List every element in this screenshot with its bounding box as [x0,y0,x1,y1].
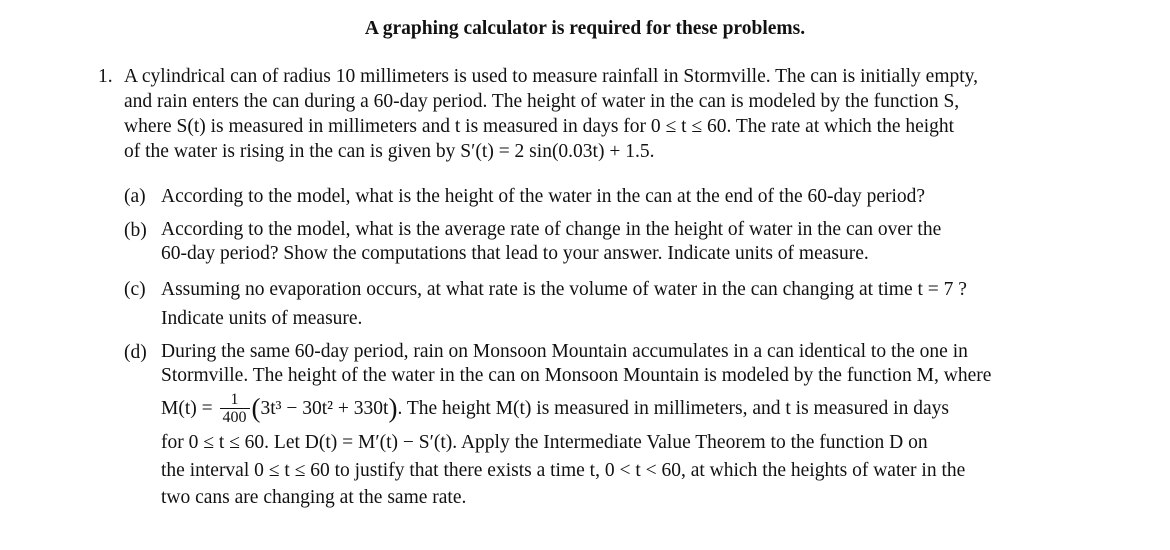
part-line: During the same 60-day period, rain on Monsoon Mountain accumulates in a can identical to the one in [161,341,968,362]
equation-rest: . The height M(t) is measured in millimeters, and t is measured in days [397,398,949,419]
stem-line: A cylindrical can of radius 10 millimeters is used to measure rainfall in Stormville. The can is initially empty, [124,66,979,87]
part-line: two cans are changing at the same rate. [161,487,467,508]
question-stem [124,64,1059,164]
fraction-denominator: 400 [222,409,247,427]
page-heading: A graphing calculator is required for these problems. [364,18,806,39]
part-body [161,340,1066,511]
stem-line: where S(t) is measured in millimeters and t is measured in days for 0 ≤ t ≤ 60. The rate at which the height [124,116,955,137]
equation-lhs: M(t) = [161,398,213,419]
part-line: the interval 0 ≤ t ≤ 60 to justify that there exists a time t, 0 < t < 60, at which the heights of water in the [161,460,966,481]
part-label: (b) [124,220,147,241]
part-line: for 0 ≤ t ≤ 60. Let D(t) = M′(t) − S′(t). Apply the Intermediate Value Theorem to the function D on [161,432,928,453]
part-body [161,184,1066,210]
fraction-numerator: 1 [220,391,250,409]
part-body [161,218,1066,266]
model-equation-line [161,388,1066,428]
part-label: (c) [124,279,146,300]
question-number: 1. [98,66,113,87]
cubic-expression: 3t³ − 30t² + 330t [260,398,389,419]
part-line: According to the model, what is the height of the water in the can at the end of the 60-day period? [161,186,926,207]
stem-line: of the water is rising in the can is given by S′(t) = 2 sin(0.03t) + 1.5. [124,141,655,162]
part-line: Indicate units of measure. [161,308,363,329]
part-line: Stormville. The height of the water in the can on Monsoon Mountain is modeled by the function M, where [161,365,992,386]
close-paren: ) [388,393,398,423]
part-label: (a) [124,186,146,207]
stem-line: and rain enters the can during a 60-day period. The height of water in the can is modeled by the function S, [124,91,960,112]
part-line: Assuming no evaporation occurs, at what rate is the volume of water in the can changing at time t = 7 ? [161,279,967,300]
part-label: (d) [124,342,147,363]
open-paren: ( [251,393,261,423]
part-line: 60-day period? Show the computations that lead to your answer. Indicate units of measure. [161,243,869,264]
part-body [161,277,1066,332]
part-line: According to the model, what is the average rate of change in the height of water in the can over the [161,219,942,240]
fraction [220,391,250,426]
